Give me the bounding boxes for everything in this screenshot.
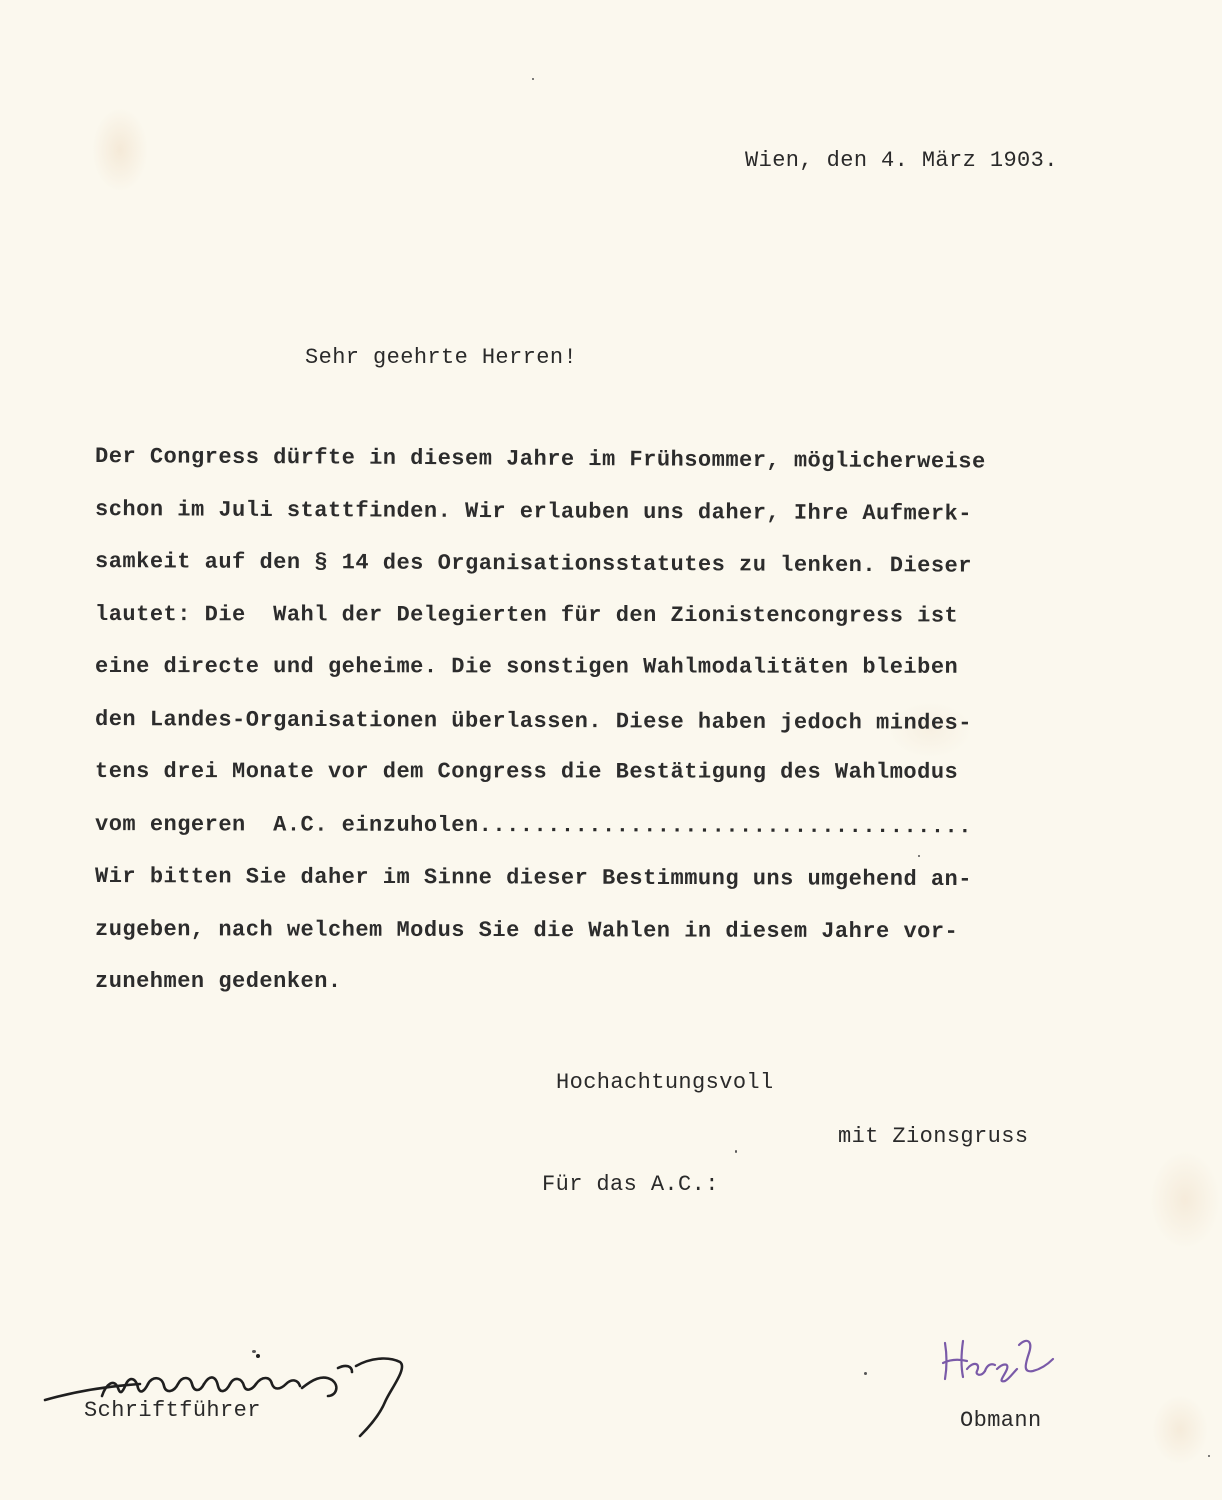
body-line: zugeben, nach welchem Modus Sie die Wahlen in diesem Jahre vor- [94, 916, 959, 944]
chairman-signature [935, 1325, 1065, 1395]
ink-speck [864, 1372, 867, 1375]
body-line: lautet: Die Wahl der Delegierten für den Zionistencongress ist [94, 601, 959, 629]
ink-speck [1208, 1455, 1210, 1457]
body-line: tens drei Monate vor dem Congress die Bestätigung des Wahlmodus [94, 759, 959, 785]
secretary-role-label: Schriftführer [84, 1398, 261, 1423]
body-line: schon im Juli stattfinden. Wir erlauben uns daher, Ihre Aufmerk- [94, 496, 973, 527]
letter-date: Wien, den 4. März 1903. [745, 148, 1058, 173]
chairman-role-label: Obmann [960, 1408, 1042, 1433]
ink-speck [532, 78, 534, 80]
body-line: samkeit auf den § 14 des Organisationsstatutes zu lenken. Dieser [94, 549, 973, 579]
letter-closing: Hochachtungsvoll [556, 1070, 774, 1095]
letter-for-ac: Für das A.C.: [542, 1172, 719, 1197]
body-line: zunehmen gedenken. [95, 969, 342, 994]
body-line: vom engeren A.C. einzuholen.................................... [94, 811, 972, 839]
letter-salutation: Sehr geehrte Herren! [305, 345, 578, 370]
body-line: Wir bitten Sie daher im Sinne dieser Bestimmung uns umgehend an- [94, 864, 973, 893]
letter-greeting: mit Zionsgruss [838, 1124, 1029, 1149]
ink-speck [918, 855, 920, 857]
ink-speck [735, 1150, 737, 1153]
body-line: den Landes-Organisationen überlassen. Diese haben jedoch mindes- [94, 706, 973, 736]
body-line: eine directe und geheime. Die sonstigen Wahlmodalitäten bleiben [94, 654, 959, 680]
ink-speck [252, 1350, 256, 1353]
body-line: Der Congress dürfte in diesem Jahre im Frühsommer, möglicherweise [94, 444, 986, 475]
secretary-signature [40, 1350, 420, 1440]
letter-body [95, 442, 1125, 1020]
